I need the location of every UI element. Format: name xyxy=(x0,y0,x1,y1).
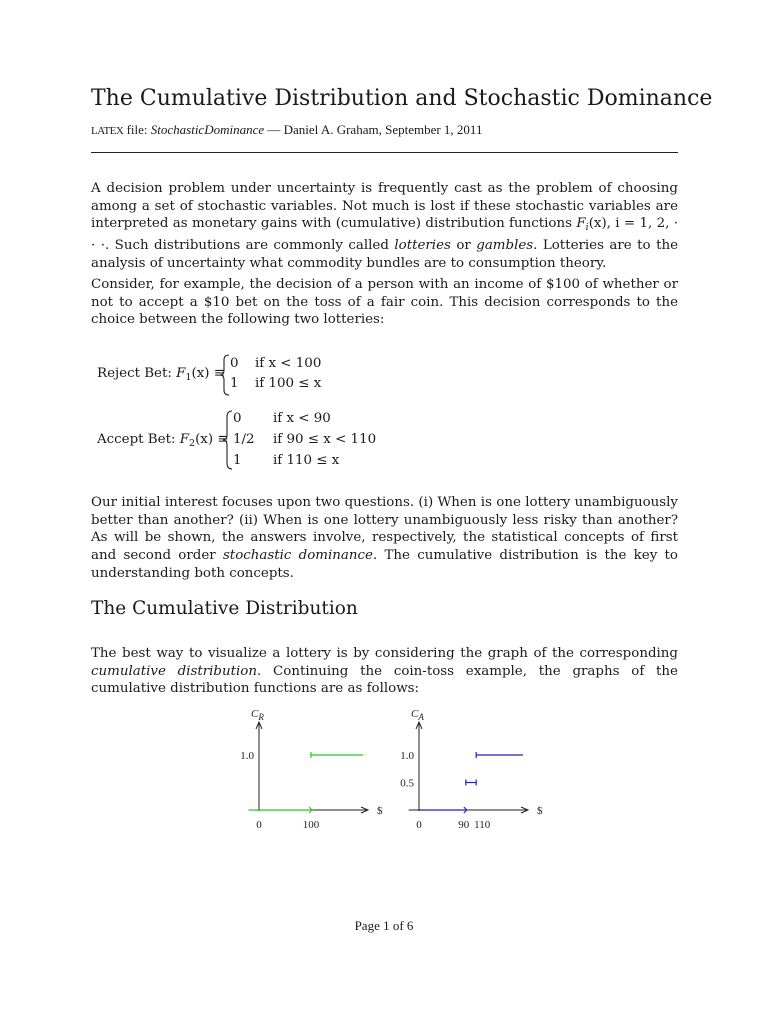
chart-a-x-tick-110: 110 xyxy=(474,819,491,831)
chart-a-x-tick-0: 0 xyxy=(416,819,422,831)
reject-case-2-cond: if 100 ≤ x xyxy=(255,376,322,391)
chart-r-y-tick-1.0: 1.0 xyxy=(240,750,254,762)
latex-logo: LATEX xyxy=(91,125,124,137)
chart-accept xyxy=(360,705,560,835)
file-label: file: xyxy=(126,122,148,137)
chart-a-xlabel: $ xyxy=(537,805,543,817)
chart-r-title xyxy=(251,708,264,722)
accept-bet-label: Accept Bet: $F_2(x)$ ≡ xyxy=(97,432,229,449)
chart-a-title-sub: A xyxy=(418,712,424,722)
accept-case-1-value: 0 xyxy=(233,411,242,426)
page-title: The Cumulative Distribution and Stochastic Dominance xyxy=(91,86,713,111)
accept-brace xyxy=(223,410,233,470)
accept-case-2-value: 1/2 xyxy=(233,432,255,447)
example-paragraph: Consider, for example, the decision of a person with an income of $100 of whether or not to accept a $10 bet on the toss of a fair coin. This decision corresponds to the choice between the following two lotteries: xyxy=(91,277,678,328)
chart-a-title xyxy=(411,708,424,722)
file-name: StochasticDominance xyxy=(150,122,265,137)
stochastic-dominance-term: stochastic dominance xyxy=(222,548,373,564)
reject-bet-label: Reject Bet: $F_1(x)$ ≡ xyxy=(97,366,225,383)
chart-r-x-tick-100: 100 xyxy=(302,819,320,831)
chart-a-x-tick-90: 90 xyxy=(458,819,470,831)
chart-a-y-tick-1.0: 1.0 xyxy=(400,750,414,762)
reject-case-2-value: 1 xyxy=(230,376,239,391)
accept-case-3-value: 1 xyxy=(233,453,242,468)
chart-r-title-base: C xyxy=(251,708,259,720)
chart-a-y-tick-0.5: 0.5 xyxy=(400,777,414,790)
accept-case-1-cond: if x < 90 xyxy=(273,411,331,426)
lotteries-term: lotteries xyxy=(394,238,451,254)
document-meta xyxy=(91,122,482,138)
section-heading: The Cumulative Distribution xyxy=(91,598,358,619)
intro-paragraph: A decision problem under uncertainty is frequently cast as the problem of choosing among a set of stochastic variables. Not much is lost if these stochastic variables are interpreted as monetary gains with (cumulative) distribution functions $F_i(x)$, i = 1, 2, · · ·. Such distributions are commonly called lotteries or gambles. Lotteries are to the analysis of uncertainty what commodity bundles are to consumption theory. xyxy=(91,181,679,271)
page-number: Page 1 of 6 xyxy=(354,918,414,933)
cumulative-distribution-term: cumulative distribution xyxy=(91,663,257,679)
accept-case-3-cond: if 110 ≤ x xyxy=(273,453,340,468)
accept-case-2-cond: if 90 ≤ x < 110 xyxy=(273,432,377,447)
chart-r-x-tick-0: 0 xyxy=(256,819,262,831)
questions-paragraph: Our initial interest focuses upon two questions. (i) When is one lottery unambiguously better than another? (ii) When is one lottery unambiguously less risky than another? As will be shown, the answers involve, respectively, the statistical concepts of first and second order stochastic dominance. The cumulative distribution is the key to understanding both concepts. xyxy=(91,495,678,581)
chart-r-xlabel: $ xyxy=(377,805,383,817)
chart-r-title-sub: R xyxy=(258,712,264,722)
title-rule xyxy=(91,152,678,153)
reject-brace xyxy=(220,354,230,396)
author-date: — Daniel A. Graham, September 1, 2011 xyxy=(267,122,483,137)
reject-case-1-cond: if x < 100 xyxy=(255,356,322,371)
reject-case-1-value: 0 xyxy=(230,356,239,371)
visualize-paragraph: The best way to visualize a lottery is by considering the graph of the corresponding cumulative distribution. Continuing the coin-toss example, the graphs of the cumulative distribution functions are as follows: xyxy=(91,646,678,697)
chart-a-title-base: C xyxy=(411,708,419,720)
gambles-term: gambles xyxy=(476,238,534,254)
